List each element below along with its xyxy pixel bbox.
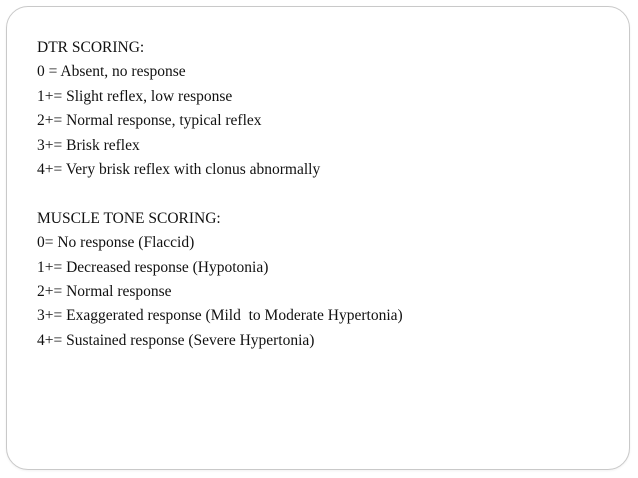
muscle-tone-item: 2+= Normal response	[37, 282, 172, 300]
dtr-item: 2+= Normal response, typical reflex	[37, 112, 262, 130]
slide-frame	[6, 6, 630, 470]
muscle-tone-item: 3+= Exaggerated response (Mild to Moderate Hypertonia)	[37, 307, 403, 325]
muscle-tone-heading: MUSCLE TONE SCORING:	[37, 209, 221, 227]
muscle-tone-item: 1+= Decreased response (Hypotonia)	[37, 258, 269, 276]
dtr-item: 4+= Very brisk reflex with clonus abnormally	[37, 160, 321, 178]
muscle-tone-item: 0= No response (Flaccid)	[37, 234, 195, 252]
dtr-heading: DTR SCORING:	[37, 39, 145, 56]
dtr-item: 1+= Slight reflex, low response	[37, 87, 233, 105]
section-spacer	[37, 182, 403, 206]
dtr-item: 0 = Absent, no response	[37, 63, 186, 81]
dtr-item: 3+= Brisk reflex	[37, 136, 140, 154]
slide-content	[37, 36, 403, 353]
muscle-tone-item: 4+= Sustained response (Severe Hypertonia)	[37, 331, 315, 349]
